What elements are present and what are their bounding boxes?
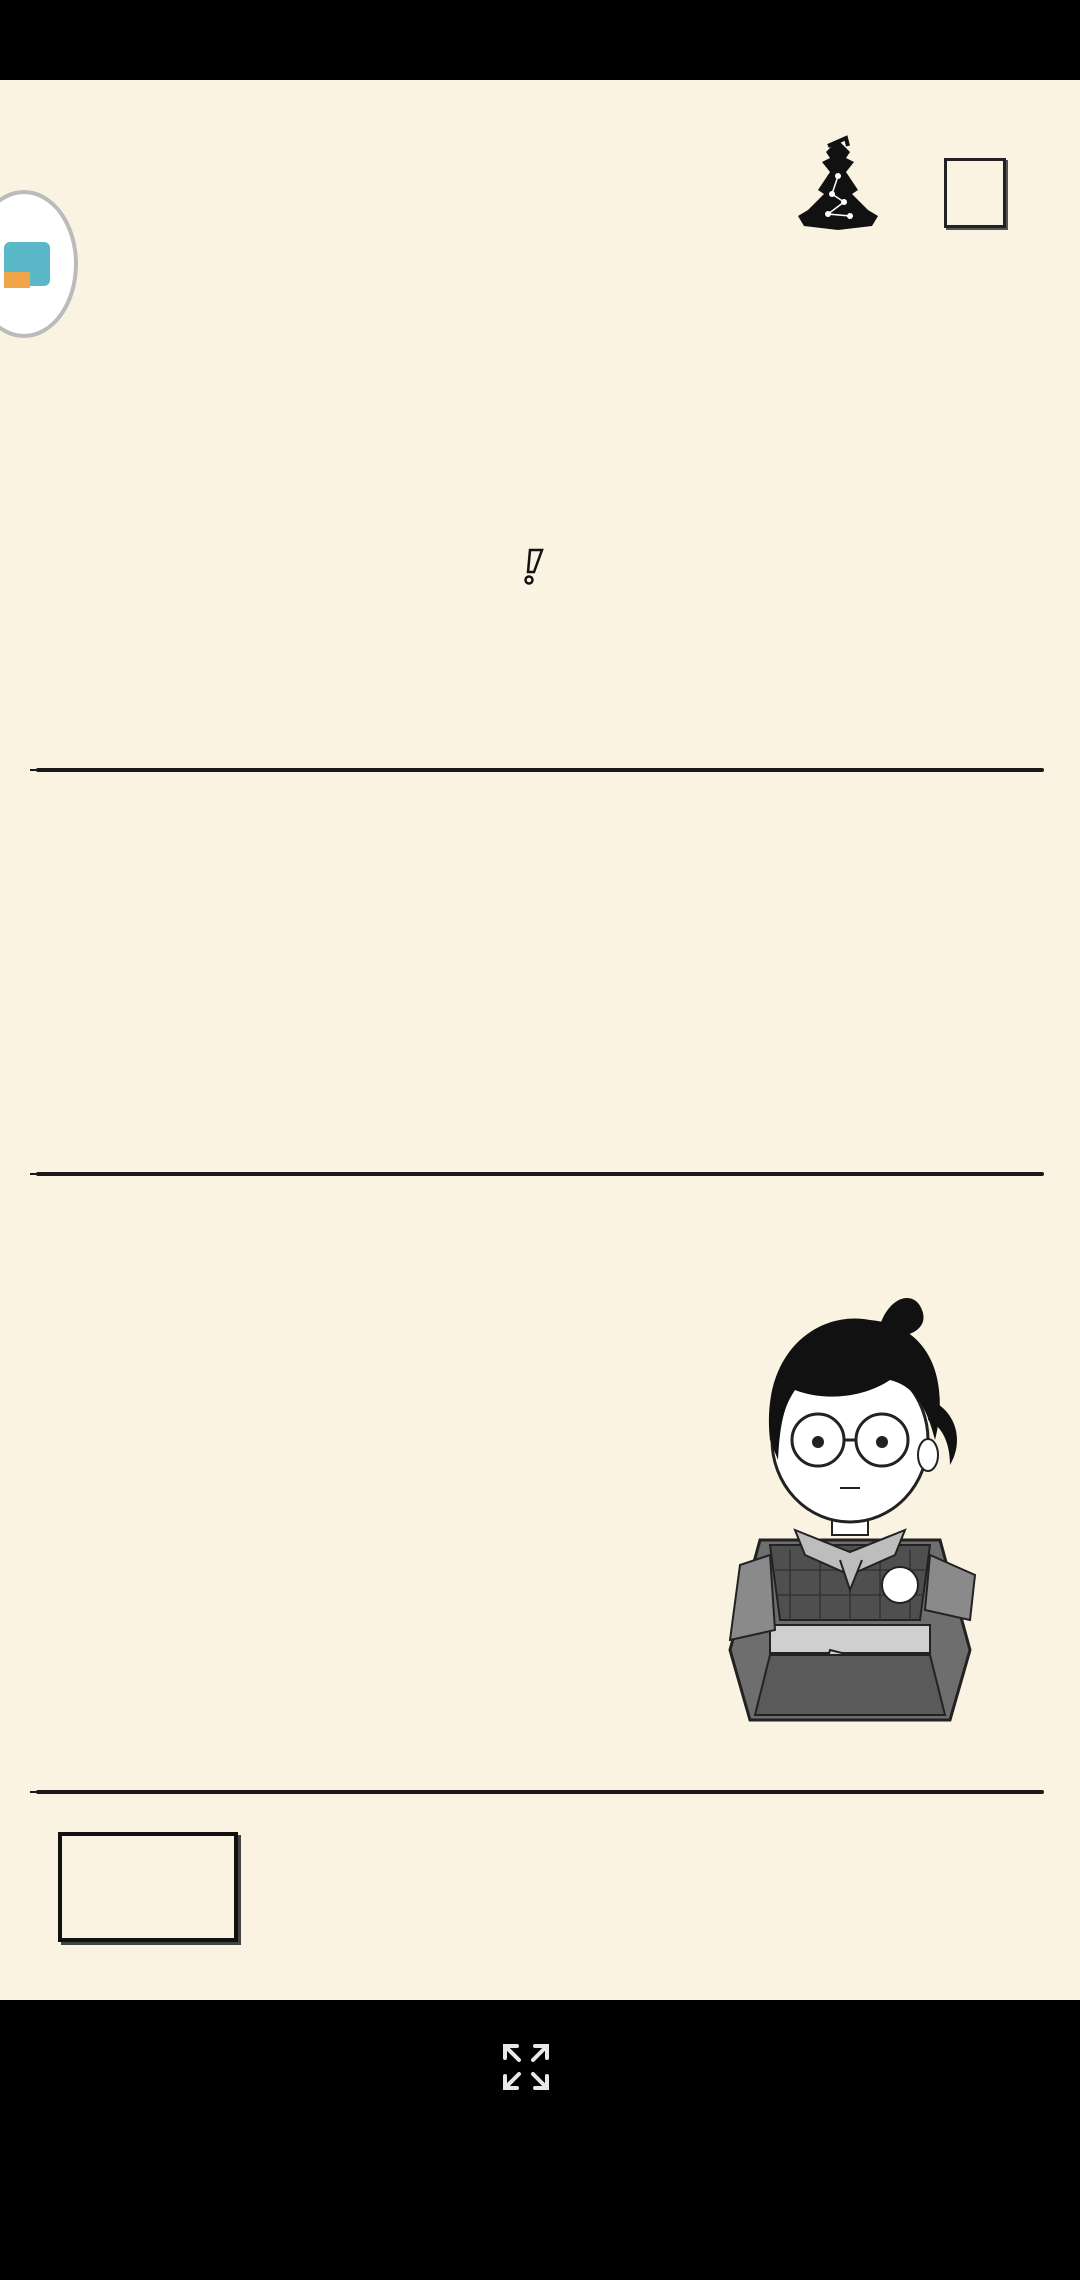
character-panel: [0, 80, 1080, 2000]
expand-arrows-icon: [501, 2042, 551, 2092]
meditation-figure-icon[interactable]: [788, 132, 888, 242]
section-divider: [36, 1790, 1044, 1794]
help-button[interactable]: [944, 158, 1006, 228]
tab-items[interactable]: [258, 1832, 438, 1942]
exclamation-icon: [520, 546, 548, 586]
side-app-badge-icon[interactable]: [0, 190, 78, 338]
character-portrait: [700, 1290, 1000, 1730]
tab-view[interactable]: [58, 1832, 238, 1942]
section-divider: [36, 768, 1044, 772]
tab-functions[interactable]: [654, 1832, 834, 1942]
fullscreen-button[interactable]: [0, 2030, 1080, 2100]
section-divider: [36, 1172, 1044, 1176]
tab-skills[interactable]: [456, 1832, 636, 1942]
tab-back[interactable]: [852, 1832, 1032, 1942]
